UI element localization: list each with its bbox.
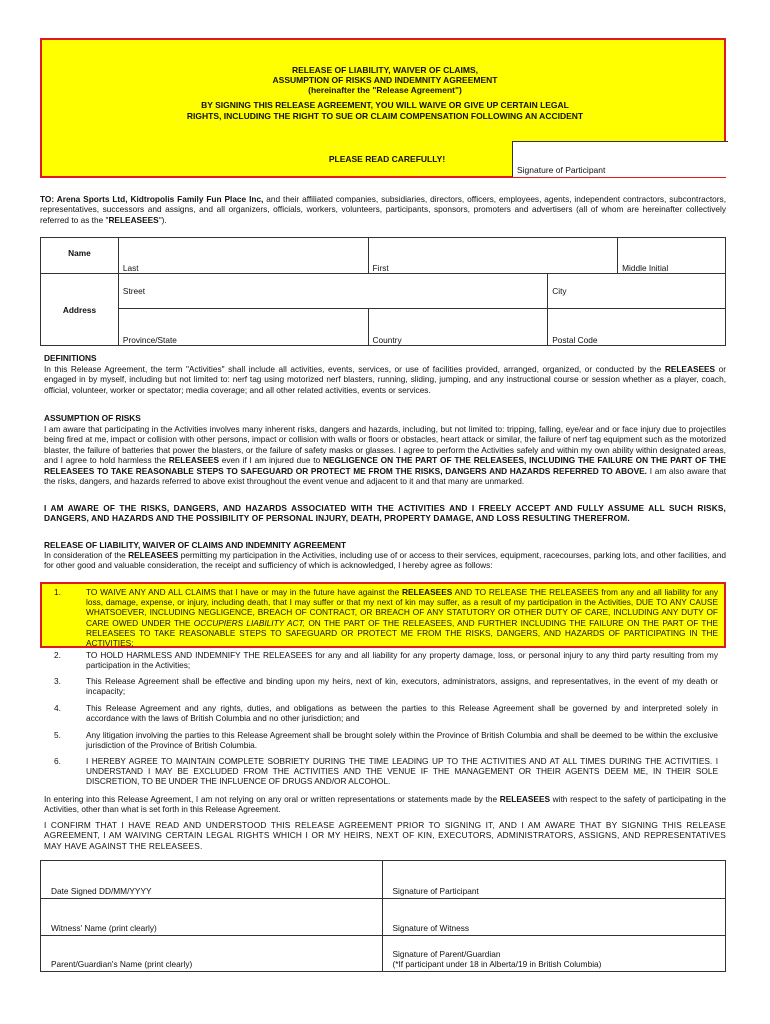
street-label: Street bbox=[122, 286, 146, 296]
signature-table bbox=[40, 860, 726, 972]
confirmation-statement: I CONFIRM THAT I HAVE READ AND UNDERSTOOD THIS RELEASE AGREEMENT PRIOR TO SIGNING IT, AND I AM AWARE THAT BY SIGNING THIS RELEASE AGREEMENT, I AM WAIVING CERTAIN LEGAL RIGHTS WHICH I OR MY HEIRS, NEXT OF KIN, EXECUTORS, ADMINISTRATORS, ASSIGNS, AND REPRESENTATIVES MAY HAVE AGAINST THE RELEASEES. bbox=[44, 820, 726, 851]
date-signed-label: Date Signed DD/MM/YYYY bbox=[51, 886, 152, 896]
to-lead: TO: Arena Sports Ltd, Kidtropolis Family Fun Place Inc, bbox=[40, 194, 264, 204]
list-item-3 bbox=[54, 676, 718, 698]
guardian-signature-label: Signature of Parent/Guardian bbox=[392, 949, 501, 959]
list-item-4 bbox=[54, 703, 718, 725]
assumption-releasees: RELEASEES bbox=[168, 455, 219, 466]
list-item-2 bbox=[54, 650, 718, 672]
release-releasees: RELEASEES bbox=[128, 550, 179, 560]
to-body-1: and their affiliated companies, subsidiaries, directors, officers, employees, agents, independent contractors, subcontractors, representatives, successors and assigns, and all organizers, officials, workers, volunteers, participants, sponsors, promoters and advertisers (all of whom are hereinafter collectively referred to as the " bbox=[40, 194, 726, 225]
assumption-text bbox=[44, 424, 726, 486]
definitions-text-2: or engaged in by myself, including but not limited to: nerf tag using motorized nerf blasters, running, sliding, jumping, and any instructional course or session whether as a player, coach, official, volunteer, worker or spectator; media coverage; and all other related activities, events or services. bbox=[44, 364, 726, 395]
middle-initial-field[interactable] bbox=[618, 238, 726, 274]
release-text bbox=[44, 550, 726, 571]
item-text-2: TO HOLD HARMLESS AND INDEMNIFY THE RELEASEES for any and all liability for any property damage, loss, or personal injury to any third party resulting from my participation in the Activities; bbox=[86, 650, 718, 671]
assumption-bold-clause: NEGLIGENCE ON THE PART OF THE RELEASEES, INCLUDING THE FAILURE ON THE PART OF THE RELEASEES TO TAKE REASONABLE STEPS TO SAFEGUARD OR PROTECT ME FROM THE RISKS, DANGERS AND HAZARDS REFERRED TO ABOVE. bbox=[44, 455, 726, 476]
definitions-heading: DEFINITIONS bbox=[44, 353, 97, 363]
last-name-field[interactable] bbox=[118, 238, 368, 274]
title-line-2: ASSUMPTION OF RISKS AND INDEMNITY AGREEMENT bbox=[272, 75, 498, 85]
city-label: City bbox=[552, 286, 567, 296]
header-box bbox=[40, 38, 726, 178]
assumption-text-1: I am aware that participating in the Activities involves many inherent risks, dangers and hazards, including, but not limited to: tripping, falling, eye/ear and or face injury due to projectiles being fired at me, impact or collision with other persons, impact or collision with walls or floors or obstacles, heart attack or similar, the failure of nerf tag equipment such as the motorized blaster, the failure of batteries that power the blasters, or the failure of safety masks or glasses. I agree to perform the Activities safely and within my own ability within designated areas, and I agree to hold harmless the bbox=[44, 424, 726, 466]
address-label: Address bbox=[41, 274, 119, 346]
assumption-text-3: I am also aware that the risks, dangers, and hazards referred to above exist throughout the event venue and adjacent to it and that many are unmarked. bbox=[44, 465, 727, 487]
list-item-1 bbox=[54, 587, 718, 647]
participant-signature-label: Signature of Participant bbox=[517, 165, 606, 175]
city-field[interactable] bbox=[548, 274, 726, 309]
date-signed-field[interactable] bbox=[41, 861, 383, 899]
item-number-2: 2. bbox=[54, 650, 61, 660]
first-name-label: First bbox=[372, 263, 389, 273]
country-field[interactable] bbox=[368, 309, 548, 346]
item-text-6: I HEREBY AGREE TO MAINTAIN COMPLETE SOBRIETY DURING THE TIME LEADING UP TO THE ACTIVITIES AND AT ALL TIMES DURING THE ACTIVITIES. I UNDERSTAND I MAY BE EXCLUDED FROM THE ACTIVITIES AND THE VENUE IF THE MANAGEMENT OR THEIR AGENTS DEEM ME, IN THEIR SOLE DISCRETION, TO BE UNDER THE INFLUENCE OF DRUGS AND/OR ALCOHOL. bbox=[86, 756, 718, 787]
province-field[interactable] bbox=[118, 309, 368, 346]
title-line-3: (hereinafter the "Release Agreement") bbox=[308, 85, 462, 95]
participant-signature-line-label: Signature of Participant bbox=[392, 886, 479, 896]
witness-signature-label: Signature of Witness bbox=[392, 923, 470, 933]
releasees-paragraph bbox=[40, 194, 726, 225]
witness-name-field[interactable] bbox=[41, 899, 383, 936]
definitions-text bbox=[44, 364, 726, 395]
postal-code-field[interactable] bbox=[548, 309, 726, 346]
title-line-1: RELEASE OF LIABILITY, WAIVER OF CLAIMS, bbox=[291, 65, 479, 75]
list-item-6 bbox=[54, 756, 718, 788]
assumption-text-2: even if I am injured due to bbox=[219, 455, 323, 466]
item-number-3: 3. bbox=[54, 676, 61, 686]
name-label: Name bbox=[41, 238, 119, 274]
item-text-3: This Release Agreement shall be effective and binding upon my heirs, next of kin, executors, administrators, assigns, and representatives, in the event of my death or incapacity; bbox=[86, 676, 718, 697]
release-text-1: In consideration of the bbox=[44, 550, 129, 560]
entering-text-2: with respect to the safety of participating in the Activities, other than what is set forth in this Release Agreement. bbox=[44, 794, 726, 815]
guardian-name-label: Parent/Guardian's Name (print clearly) bbox=[51, 959, 193, 969]
definitions-text-1: In this Release Agreement, the term "Activities" shall include all activities, events, services, or use of facilities provided, arranged, organized, or conducted by the bbox=[44, 364, 665, 374]
definitions-releasees: RELEASEES bbox=[664, 364, 716, 374]
item-1-releasees: RELEASEES bbox=[402, 587, 453, 597]
warning-line-2: RIGHTS, INCLUDING THE RIGHT TO SUE OR CLAIM COMPENSATION FOLLOWING AN ACCIDENT bbox=[186, 111, 584, 121]
first-name-field[interactable] bbox=[368, 238, 618, 274]
guardian-signature-field[interactable] bbox=[382, 936, 726, 972]
country-label: Country bbox=[372, 335, 402, 345]
street-field[interactable] bbox=[118, 274, 547, 309]
participant-info-table bbox=[40, 237, 726, 346]
risk-acceptance-statement: I AM AWARE OF THE RISKS, DANGERS, AND HAZARDS ASSOCIATED WITH THE ACTIVITIES AND I FREELY ACCEPT AND FULLY ASSUME ALL SUCH RISKS, DANGERS, AND HAZARDS AND THE POSSIBILITY OF PERSONAL INJURY, DEATH, PROPERTY DAMAGE, AND LOSS RESULTING THEREFROM. bbox=[44, 503, 726, 524]
item-text-4: This Release Agreement and any rights, duties, and obligations as between the parties to this Release Agreement shall be governed by and interpreted solely in accordance with the laws of British Columbia and no other jurisdiction; and bbox=[86, 703, 718, 724]
participant-signature-line[interactable] bbox=[382, 861, 726, 899]
witness-signature-field[interactable] bbox=[382, 899, 726, 936]
participant-signature-field[interactable] bbox=[512, 141, 728, 177]
warning-text bbox=[42, 100, 728, 122]
guardian-name-field[interactable] bbox=[41, 936, 383, 972]
to-body-2: "). bbox=[158, 214, 167, 225]
release-text-2: permitting my participation in the Activities, including use of or access to their services, equipment, racecourses, parking lots, and other facilities, and for other good and valuable consideration, the receipt and sufficiency of which is acknowledged, I hereby agree as follows: bbox=[44, 550, 726, 571]
item-number-4: 4. bbox=[54, 703, 61, 713]
middle-initial-label: Middle Initial bbox=[622, 263, 669, 273]
representations-paragraph bbox=[44, 794, 726, 815]
please-read-label: PLEASE READ CAREFULLY! bbox=[328, 154, 446, 164]
last-name-label: Last bbox=[122, 263, 139, 273]
item-text-5: Any litigation involving the parties to this Release Agreement shall be brought solely within the Province of British Columbia and shall be deemed to be within the exclusive jurisdiction of the Province of British Columbia. bbox=[86, 730, 718, 751]
item-number-1: 1. bbox=[54, 587, 61, 597]
release-heading: RELEASE OF LIABILITY, WAIVER OF CLAIMS AND INDEMNITY AGREEMENT bbox=[44, 540, 347, 550]
guardian-age-note: (*If participant under 18 in Alberta/19 in British Columbia) bbox=[392, 959, 602, 969]
list-item-5 bbox=[54, 730, 718, 752]
province-label: Province/State bbox=[122, 335, 177, 345]
item-text-1 bbox=[86, 587, 718, 648]
witness-name-label: Witness' Name (print clearly) bbox=[51, 923, 157, 933]
item-number-6: 6. bbox=[54, 756, 61, 766]
entering-text-1: In entering into this Release Agreement, I am not relying on any oral or written representations or statements made by the bbox=[44, 794, 500, 804]
item-1-text-c: ON THE PART OF THE RELEASEES, AND FURTHER INCLUDING THE FAILURE ON THE PART OF THE RELEASEES TO TAKE REASONABLE STEPS TO SAFEGUARD OR PROTECT ME FROM THE RISKS, DANGERS, AND HAZARDS OF PARTICIPATING IN THE ACTIVITIES; bbox=[86, 617, 719, 649]
document-title bbox=[42, 65, 728, 95]
warning-line-1: BY SIGNING THIS RELEASE AGREEMENT, YOU WILL WAIVE OR GIVE UP CERTAIN LEGAL bbox=[201, 100, 569, 110]
to-releasees: RELEASEES bbox=[108, 214, 159, 225]
item-1-act-name: OCCUPIERS LIABILITY ACT, bbox=[193, 617, 306, 628]
postal-code-label: Postal Code bbox=[552, 335, 598, 345]
assumption-heading: ASSUMPTION OF RISKS bbox=[44, 413, 141, 423]
entering-releasees: RELEASEES bbox=[499, 794, 551, 804]
item-1-text-b: AND TO RELEASE THE RELEASEES from any and all liability for any loss, damage, expense, or injury, including death, that I may suffer or that my next of kin may suffer, as a result of my participation in the Activities, DUE TO ANY CAUSE WHATSOEVER, INCLUDING NEGLIGENCE, BREACH OF CONTRACT, OR BREACH OF ANY STATUTORY OR OTHER DUTY OF CARE, INCLUDING ANY DUTY OF CARE OWED UNDER THE bbox=[86, 587, 718, 628]
item-1-text-a: TO WAIVE ANY AND ALL CLAIMS that I have or may in the future have against the bbox=[86, 587, 403, 597]
item-number-5: 5. bbox=[54, 730, 61, 740]
